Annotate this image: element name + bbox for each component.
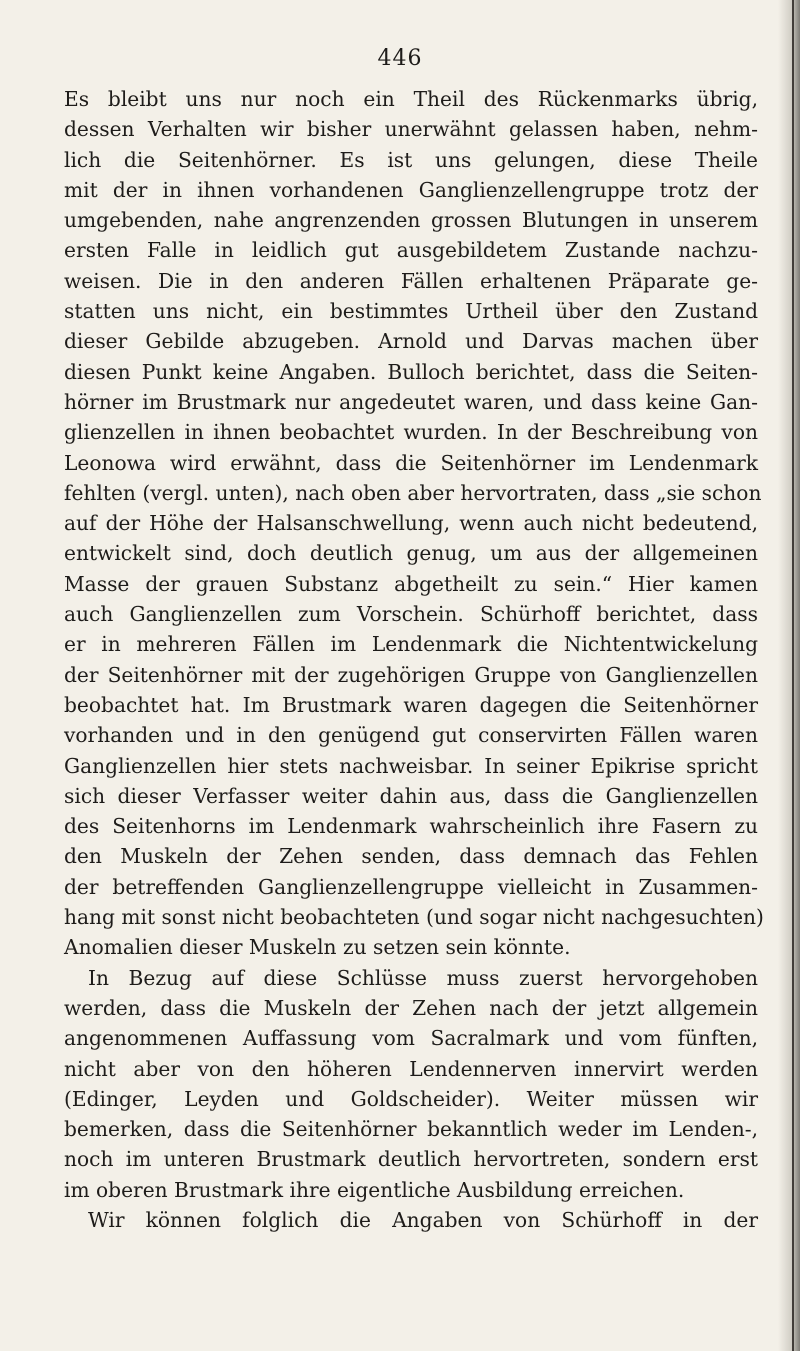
text-line: lich die Seitenhörner. Es ist uns gelungen, diese Theile [64,147,758,172]
text-line: ersten Falle in leidlich gut ausgebildetem Zustande nachzu- [64,238,758,263]
text-line: beobachtet hat. Im Brustmark waren dagegen die Seitenhörner [64,692,758,717]
text-line: In Bezug auf diese Schlüsse muss zuerst hervorgehoben [88,965,758,990]
body-text [64,84,764,1235]
page-edge-line [792,0,794,1351]
text-line: nicht aber von den höheren Lendennerven innervirt werden [64,1056,758,1081]
text-line: Wir können folglich die Angaben von Schürhoff in der [88,1207,758,1232]
text-line: Ganglienzellen hier stets nachweisbar. In seiner Epikrise spricht [64,753,758,778]
text-line: weisen. Die in den anderen Fällen erhaltenen Präparate ge- [64,268,758,293]
text-line: Es bleibt uns nur noch ein Theil des Rückenmarks übrig, [64,87,758,111]
text-line: statten uns nicht, ein bestimmtes Urtheil über den Zustand [64,299,758,324]
text-line: dieser Gebilde abzugeben. Arnold und Darvas machen über [64,329,758,354]
text-line: werden, dass die Muskeln der Zehen nach der jetzt allgemein [64,995,758,1020]
text-line: der Seitenhörner mit der zugehörigen Gruppe von Ganglienzellen [64,662,758,687]
text-line: noch im unteren Brustmark deutlich hervortreten, sondern erst [64,1147,758,1172]
text-line: sich dieser Verfasser weiter dahin aus, dass die Ganglienzellen [64,783,758,808]
text-line: bemerken, dass die Seitenhörner bekanntlich weder im Lenden-, [64,1117,758,1142]
text-line: im oberen Brustmark ihre eigentliche Ausbildung erreichen. [64,1177,685,1202]
text-line: (Edinger, Leyden und Goldscheider). Weiter müssen wir [64,1086,758,1111]
page-number: 446 [377,46,423,71]
text-line: diesen Punkt keine Angaben. Bulloch berichtet, dass die Seiten- [64,359,758,384]
page-edge-shadow [778,0,800,1351]
text-line: er in mehreren Fällen im Lendenmark die Nichtentwickelung [64,632,758,657]
text-line: entwickelt sind, doch deutlich genug, um aus der allgemeinen [64,541,758,566]
text-line: des Seitenhorns im Lendenmark wahrscheinlich ihre Fasern zu [64,814,758,839]
text-line: Leonowa wird erwähnt, dass die Seitenhörner im Lendenmark [64,450,758,475]
text-line: dessen Verhalten wir bisher unerwähnt gelassen haben, nehm- [64,117,758,142]
text-line: fehlten (vergl. unten), nach oben aber hervortraten, dass „sie schon [64,480,762,505]
text-line: umgebenden, nahe angrenzenden grossen Blutungen in unserem [64,208,758,233]
text-line: Anomalien dieser Muskeln zu setzen sein könnte. [64,935,571,960]
text-line: mit der in ihnen vorhandenen Ganglienzellengruppe trotz der [64,177,758,202]
text-line: hang mit sonst nicht beobachteten (und sogar nicht nachgesuchten) [64,905,764,930]
text-line: Masse der grauen Substanz abgetheilt zu sein.“ Hier kamen [64,571,758,596]
text-line: auf der Höhe der Halsanschwellung, wenn auch nicht bedeutend, [64,511,758,536]
text-line: den Muskeln der Zehen senden, dass demnach das Fehlen [64,844,758,869]
text-line: hörner im Brustmark nur angedeutet waren, und dass keine Gan- [64,389,758,414]
text-line: angenommenen Auffassung vom Sacralmark und vom fünften, [64,1026,758,1051]
text-line: glienzellen in ihnen beobachtet wurden. In der Beschreibung von [64,420,758,445]
text-line: auch Ganglienzellen zum Vorschein. Schürhoff berichtet, dass [64,602,758,627]
text-line: der betreffenden Ganglienzellengruppe vielleicht in Zusammen- [64,874,758,899]
text-line: vorhanden und in den genügend gut conservirten Fällen waren [64,723,758,748]
